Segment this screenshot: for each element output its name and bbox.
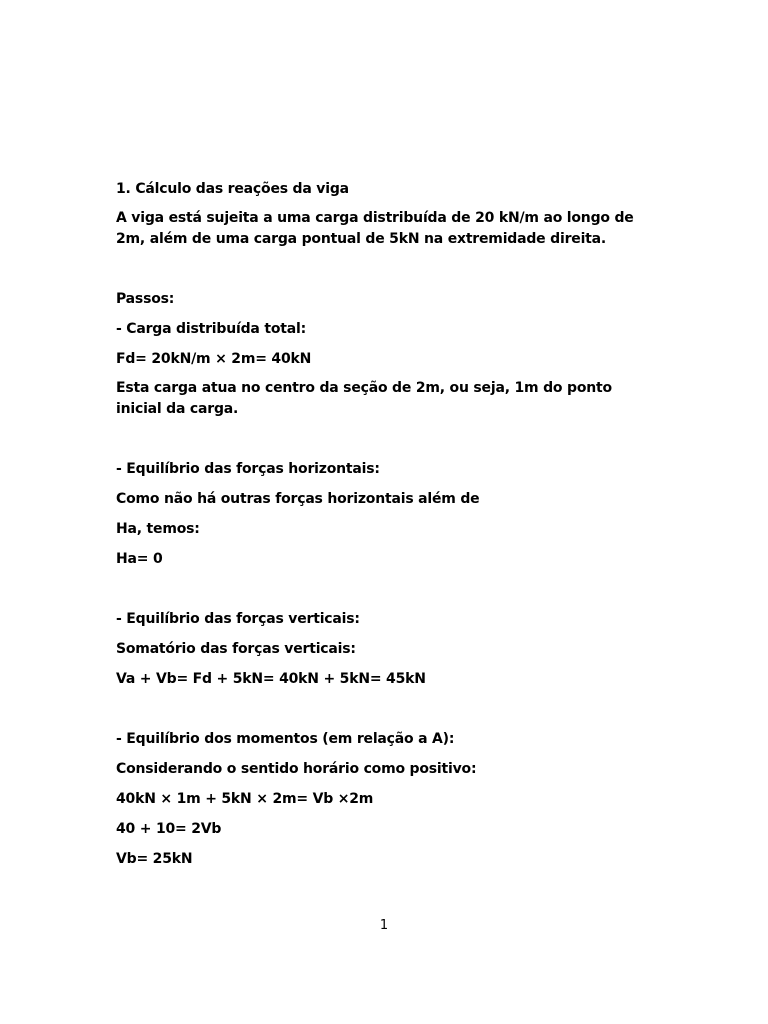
moment-equilibrium-text: Considerando o sentido horário como positivo: — [116, 761, 477, 777]
spacer — [116, 258, 661, 288]
distributed-load-note: Esta carga atua no centro da seção de 2m, ou seja, 1m do ponto inicial da carga. — [116, 380, 612, 417]
vertical-equilibrium-title: - Equilíbrio das forças verticais: — [116, 611, 360, 627]
spacer — [116, 578, 661, 608]
distributed-load-formula: Fd= 20kN/m × 2m= 40kN — [116, 351, 312, 367]
horizontal-equilibrium-title: - Equilíbrio das forças horizontais: — [116, 461, 380, 477]
horizontal-equilibrium-text-2: Ha, temos: — [116, 521, 200, 537]
moment-equilibrium-formula-2: 40 + 10= 2Vb — [116, 821, 222, 837]
distributed-load-title: - Carga distribuída total: — [116, 321, 306, 337]
spacer — [116, 428, 661, 458]
document-body — [116, 178, 661, 878]
page-number: 1 — [379, 918, 389, 933]
section-heading: 1. Cálculo das reações da viga — [116, 181, 349, 197]
horizontal-equilibrium-result: Ha= 0 — [116, 551, 163, 567]
moment-equilibrium-title: - Equilíbrio dos momentos (em relação a A): — [116, 731, 455, 747]
vertical-equilibrium-formula: Va + Vb= Fd + 5kN= 40kN + 5kN= 45kN — [116, 671, 426, 687]
moment-equilibrium-formula-1: 40kN × 1m + 5kN × 2m= Vb ×2m — [116, 791, 374, 807]
moment-equilibrium-result: Vb= 25kN — [116, 851, 193, 867]
horizontal-equilibrium-text-1: Como não há outras forças horizontais além de — [116, 491, 480, 507]
intro-paragraph: A viga está sujeita a uma carga distribuída de 20 kN/m ao longo de 2m, além de uma carga pontual de 5kN na extremidade direita. — [116, 210, 634, 247]
spacer — [116, 698, 661, 728]
steps-label: Passos: — [116, 291, 175, 307]
vertical-equilibrium-text: Somatório das forças verticais: — [116, 641, 356, 657]
